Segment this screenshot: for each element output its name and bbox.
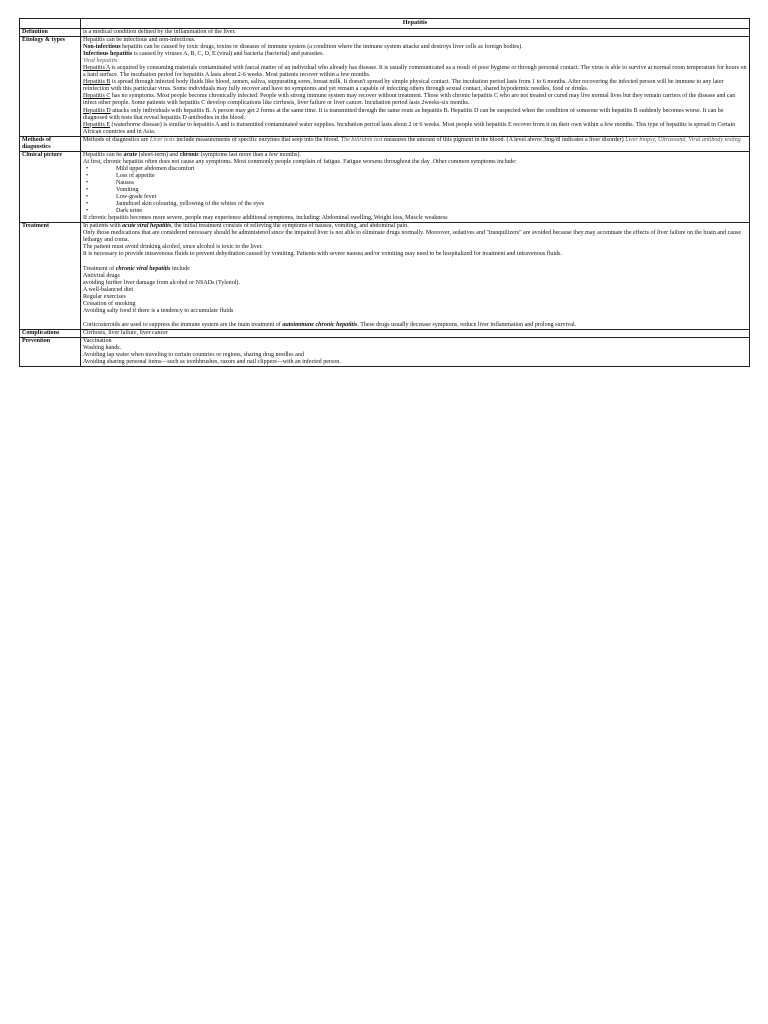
symptom-item: • Loss of appetite bbox=[83, 173, 747, 180]
prevention-item: Avoiding sharing personal items—such as toothbrushes, razors and nail clippers—with an infected person. bbox=[83, 359, 341, 366]
infectious-paragraph bbox=[83, 51, 747, 58]
hepatitis-e-paragraph bbox=[83, 122, 747, 136]
hepatitis-c-text: has no symptoms. Most people become chronically infected. People with strong immune system may recover without treatment. Those with chronic hepatitis C who are not treated or cured may live normal lives but they remain carriers of the disease and can infect other people. Some patients with hepatitis C develop complications like cirrhosis, liver failure or liver cancer. Incubation period lasts 2weeks-six months. bbox=[83, 93, 736, 107]
clinical-intro: At first, chronic hepatitis often does not cause any symptoms. Most commonly people complain of fatigue. Fatigue worsens throughout the day .Other common symptoms include: bbox=[83, 158, 517, 165]
diagnostics-row bbox=[20, 136, 750, 151]
chronic-heading-text-c: include bbox=[170, 265, 190, 272]
hepatitis-e-text: (waterborne disease) is similar to hepatitis A and is transmitted contaminated water supplies. Incubation period lasts about 2 or 6 weeks. Most people with hepatitis E recover from it on their own within a few months. This type of hepatitis is spread in Certain African countries and in Asia. bbox=[83, 121, 736, 135]
title-row bbox=[20, 19, 750, 29]
diagnostics-label: Methods of diagnostics bbox=[20, 136, 81, 151]
symptom-item: • Nausea bbox=[83, 180, 747, 187]
clinical-label: Clinical picture bbox=[20, 151, 81, 222]
hepatitis-e-heading: Hepatitis E bbox=[83, 121, 111, 128]
corticosteroids-text-a: Corticosteroids are used to suppress the immune system are the main treatment of bbox=[83, 321, 283, 328]
treatment-paragraph-3: The patient must avoid drinking alcohol, since alcohol is toxic to the liver. bbox=[83, 244, 263, 251]
etiology-intro: Hepatitis can be infectious and non-infectious. bbox=[83, 37, 196, 44]
treatment-text-1c: , the initial treatment consists of relieving the symptoms of nausea, vomiting, and abdominal pain. bbox=[171, 223, 409, 230]
hepatitis-d-heading: Hepatitis D bbox=[83, 107, 111, 114]
chronic-treatment-item: Antiviral drugs bbox=[83, 272, 120, 279]
clinical-text-3: (symptoms last more than a few months). bbox=[199, 151, 301, 158]
autoimmune-chronic-hepatitis-term: autoimmune chronic hepatitis bbox=[282, 321, 358, 328]
hepatitis-b-paragraph bbox=[83, 79, 747, 93]
treatment-row bbox=[20, 223, 750, 330]
hepatitis-a-paragraph bbox=[83, 65, 747, 79]
clinical-text-2: (short-term) and bbox=[137, 151, 180, 158]
chronic-treatment-item: Cessation of smoking bbox=[83, 300, 136, 307]
acute-term: acute bbox=[123, 151, 138, 158]
diagnostics-text-2: include measurements of specific enzymes that seep into the blood. bbox=[174, 136, 341, 143]
chronic-heading-text-a: Treatment of bbox=[83, 265, 116, 272]
treatment-text-1a: In patients with bbox=[83, 223, 123, 230]
chronic-viral-hepatitis-term: chronic viral hepatitis bbox=[115, 265, 171, 272]
definition-text: is a medical condition defined by the inflammation of the liver. bbox=[81, 29, 750, 37]
treatment-paragraph-2: Only those medications that are considered necessary should be administered since the impaired liver is not able to eliminate drugs normally. Moreover, sedatives and "tranquilizers" are avoided because they may accentuate the effects of liver failure on the brain and cause lethargy and coma. bbox=[83, 230, 742, 244]
prevention-row bbox=[20, 337, 750, 366]
etiology-row bbox=[20, 37, 750, 137]
complications-text: Cirrhosis, liver failure, liver cancer bbox=[81, 329, 750, 337]
title-label-cell bbox=[20, 19, 81, 29]
treatment-paragraph-4: It is necessary to provide intravenous fluids to prevent dehydration caused by vomiting. Patients with severe nausea and/or vomiting may need to be hospitalized for treatment and intravenous fluids. bbox=[83, 251, 562, 258]
viral-hepatitis-heading: Viral hepatitis bbox=[83, 58, 118, 65]
chronic-treatment-item: Avoiding salty food if there is a tendency to accumulate fluids bbox=[83, 307, 234, 314]
noninfectious-heading: Non-infectious bbox=[83, 44, 121, 51]
chronic-term: chronic bbox=[179, 151, 200, 158]
hepatitis-table bbox=[19, 18, 750, 367]
etiology-content bbox=[81, 37, 750, 137]
hepatitis-c-heading: Hepatitis C bbox=[83, 93, 111, 100]
chronic-treatment-item: Regular exercises bbox=[83, 293, 126, 300]
symptom-item: • Jaundiced skin colouring, yellowing of the whites of the eyes bbox=[83, 201, 747, 208]
complications-row bbox=[20, 329, 750, 337]
chronic-treatment-heading bbox=[83, 266, 747, 273]
acute-viral-hepatitis-term: acute viral hepatitis bbox=[122, 223, 172, 230]
clinical-row bbox=[20, 151, 750, 222]
complications-label: Complications bbox=[20, 329, 81, 337]
symptom-list bbox=[83, 166, 747, 215]
symptom-item: • Mild upper abdomen discomfort bbox=[83, 166, 747, 173]
infectious-text: is caused by viruses A, B, C, D, E (viral) and bacteria (bacterial) and parasites. bbox=[132, 51, 324, 58]
infectious-heading: Infectious hepatitis bbox=[83, 51, 133, 58]
treatment-content bbox=[81, 223, 750, 330]
clinical-content bbox=[81, 151, 750, 222]
noninfectious-text: hepatitis can be caused by toxic drugs, toxins or diseases of immune system (a condition where the immune system attacks and destroys liver cells as foreign bodies). bbox=[120, 44, 523, 51]
diagnostics-text-3: measures the amount of this pigment in the blood. (A level above 3mg/dl indicates a liver disorder) bbox=[382, 136, 626, 143]
clinical-outro: If chronic hepatitis becomes more severe, people may experience additional symptoms, including: Abdominal swelling, Weight loss, Muscle weakness bbox=[83, 215, 448, 222]
prevention-item: Vaccination bbox=[83, 337, 112, 344]
prevention-item: Avoiding tap water when traveling to certain countries or regions, sharing drug needles and bbox=[83, 352, 304, 359]
corticosteroids-paragraph bbox=[83, 322, 747, 329]
symptom-item: • Dark urine bbox=[83, 208, 747, 215]
clinical-text-1: Hepatitis can be bbox=[83, 151, 124, 158]
table-title: Hepatitis bbox=[81, 19, 750, 29]
bilirubin-test-term: The bilirubin test bbox=[340, 136, 383, 143]
corticosteroids-text-c: . These drugs usually decrease symptoms, reduce liver inflammation and prolong survival. bbox=[357, 321, 577, 328]
definition-row bbox=[20, 29, 750, 37]
spacer bbox=[83, 259, 747, 266]
definition-label: Definition bbox=[20, 29, 81, 37]
prevention-label: Prevention bbox=[20, 337, 81, 366]
prevention-content bbox=[81, 337, 750, 366]
symptom-item: • Low-grade fever bbox=[83, 194, 747, 201]
clinical-forms bbox=[83, 152, 747, 159]
hepatitis-a-heading: Hepatitis A bbox=[83, 65, 111, 72]
liver-tests-term: Liver tests bbox=[149, 136, 175, 143]
diagnostics-content bbox=[81, 136, 750, 151]
symptom-item: • Vomiting bbox=[83, 187, 747, 194]
chronic-treatment-item: A well-balanced diet bbox=[83, 286, 134, 293]
hepatitis-b-heading: Hepatitis B bbox=[83, 79, 111, 86]
hepatitis-d-text: attacks only individuals with hepatitis B. A person may get 2 forms at the same time. It is transmitted through the same routs as hepatitis B. Hepatitis D can be suspected when the condition of someone with hepatitis B suddenly becomes worse. It can be diagnosed with tests that reveal hepatitis D antibodies in the blood. bbox=[83, 107, 724, 121]
etiology-label: Etiology & types bbox=[20, 37, 81, 137]
prevention-item: Washing hands. bbox=[83, 344, 122, 351]
treatment-label: Treatment bbox=[20, 223, 81, 330]
diagnostics-text-1: Methods of diagnostics are bbox=[83, 136, 150, 143]
other-tests-terms: Liver biopsy, Ultrasound, Viral antibody testing bbox=[625, 136, 741, 143]
spacer bbox=[83, 315, 747, 322]
hepatitis-a-text: is acquired by consuming materials contaminated with faecal matter of an individual who already has disease. It is usually communicated as a result of poor hygiene or through personal contact. The virus is able to survive at normal room temperature for hours on a hard surface. The incubation period for hepatitis A lasts about 2-6 weeks. Most patients recover within a few months. bbox=[83, 65, 747, 79]
hepatitis-d-paragraph bbox=[83, 108, 747, 122]
hepatitis-b-text: is spread through infected body fluids like blood, semen, saliva, suppurating sores, breast milk. It doesn't spread by simple physical contact. The incubation period lasts from 1 to 6 months. After recovering the infected person will be immune to any later reinfection with this particular virus. Some individuals may fully recover and have no symptoms and yet remain a capable of infecting others through sexual contact, shared hypodermic needles, food or drinks. bbox=[83, 79, 724, 93]
hepatitis-c-paragraph bbox=[83, 93, 747, 107]
chronic-treatment-item: avoiding further liver damage from alcohol or NSADs (Tylenol). bbox=[83, 279, 240, 286]
